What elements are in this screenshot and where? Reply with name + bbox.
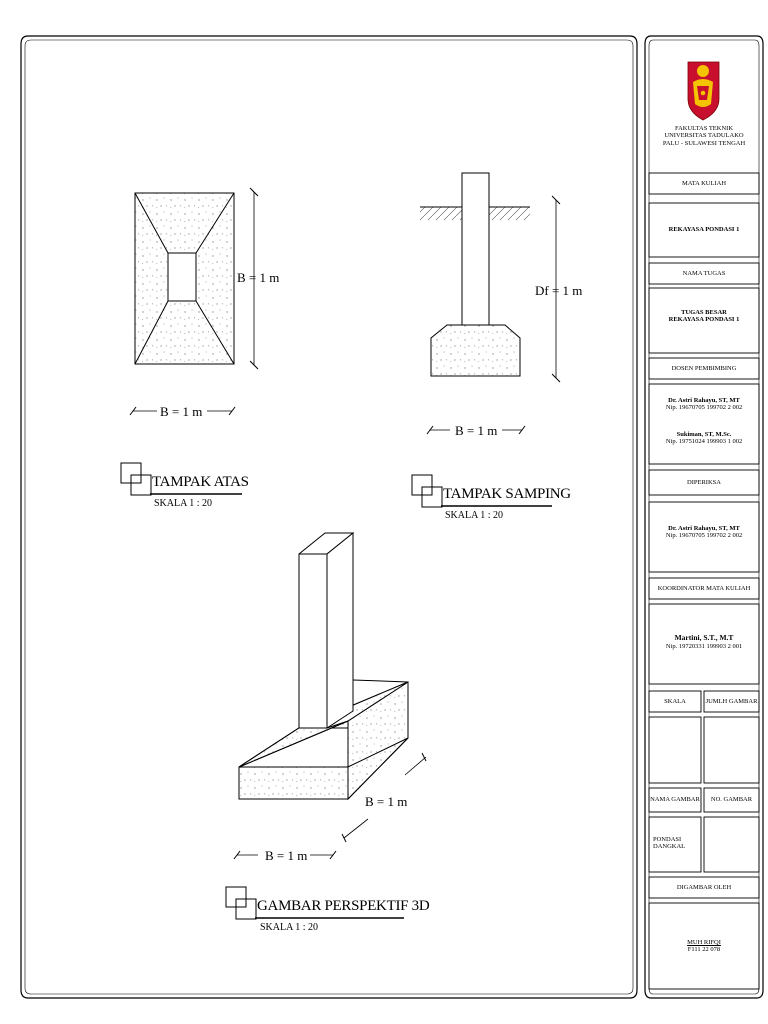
jumlah-gambar-label: JUMLH GAMBAR	[705, 698, 758, 705]
digambar	[649, 939, 759, 954]
koordinator-name: Martini, S.T., M.T	[674, 633, 734, 642]
location-line: PALU - SULAWESI TENGAH	[662, 139, 746, 147]
digambar-label: DIGAMBAR OLEH	[676, 884, 732, 891]
university-logo	[688, 62, 719, 120]
diperiksa-nip: Nip. 19670705 199702 2 002	[665, 532, 743, 540]
mata-kuliah-value: REKAYASA PONDASI 1	[668, 226, 740, 233]
top-view	[130, 188, 258, 415]
university-line: UNIVERSITAS TADULAKO	[664, 132, 744, 140]
side-view	[420, 173, 560, 434]
mata-kuliah-label: MATA KULIAH	[681, 180, 727, 187]
top-view-side-dimension: B = 1 m	[237, 270, 280, 285]
side-view-scale: SKALA 1 : 20	[445, 510, 504, 521]
dosen-label: DOSEN PEMBIMBING	[671, 365, 737, 372]
dosen-2	[649, 431, 759, 446]
side-view-depth-dimension: Df = 1 m	[535, 283, 583, 298]
nama-tugas-line-1: TUGAS BESAR	[681, 309, 727, 316]
digambar-name: MUH RIFQI	[687, 939, 721, 946]
top-view-bottom-dimension: B = 1 m	[160, 404, 203, 419]
title-block-boxes	[649, 173, 759, 989]
side-view-bottom-dimension: B = 1 m	[455, 423, 498, 438]
nama-gambar-line-2: DANGKAL	[653, 843, 686, 851]
dosen-2-name: Sukiman, ST, M.Sc.	[676, 431, 732, 438]
faculty-line: FAKULTAS TEKNIK	[674, 125, 734, 132]
nama-gambar-label: NAMA GAMBAR	[650, 796, 700, 803]
diperiksa	[649, 525, 759, 540]
dosen-1-nip: Nip. 19670705 199702 2 002	[665, 404, 743, 412]
diperiksa-name: Dr. Astri Rahayu, ST, MT	[668, 525, 740, 532]
nama-gambar-value	[653, 836, 699, 851]
nama-gambar-line-1: PONDASI	[653, 836, 682, 843]
koordinator-label: KOORDINATOR MATA KULIAH	[657, 585, 751, 592]
koordinator-nip: Nip. 19720331 199903 2 001	[665, 642, 743, 650]
top-view-scale: SKALA 1 : 20	[154, 498, 213, 509]
perspective-view	[234, 533, 426, 859]
faculty-info	[649, 125, 759, 147]
perspective-title: GAMBAR PERSPEKTIF 3D	[257, 898, 430, 914]
nama-tugas-label: NAMA TUGAS	[682, 270, 726, 277]
skala-label: SKALA	[664, 698, 686, 705]
nama-tugas-value	[649, 309, 759, 324]
dosen-1	[649, 397, 759, 412]
nama-tugas-line-2: REKAYASA PONDASI 1	[668, 316, 740, 324]
top-view-title: TAMPAK ATAS	[152, 474, 249, 490]
perspective-left-dimension: B = 1 m	[265, 848, 308, 863]
perspective-right-dimension: B = 1 m	[365, 794, 408, 809]
no-gambar-label: NO. GAMBAR	[710, 796, 753, 803]
diperiksa-label: DIPERIKSA	[687, 479, 721, 486]
dosen-2-nip: Nip. 19751024 199903 1 002	[665, 438, 743, 446]
koordinator	[649, 634, 759, 650]
side-view-title: TAMPAK SAMPING	[443, 486, 571, 502]
digambar-nim: F111 22 078	[687, 946, 721, 954]
dosen-1-name: Dr. Astri Rahayu, ST, MT	[668, 397, 740, 404]
perspective-scale: SKALA 1 : 20	[260, 922, 319, 933]
